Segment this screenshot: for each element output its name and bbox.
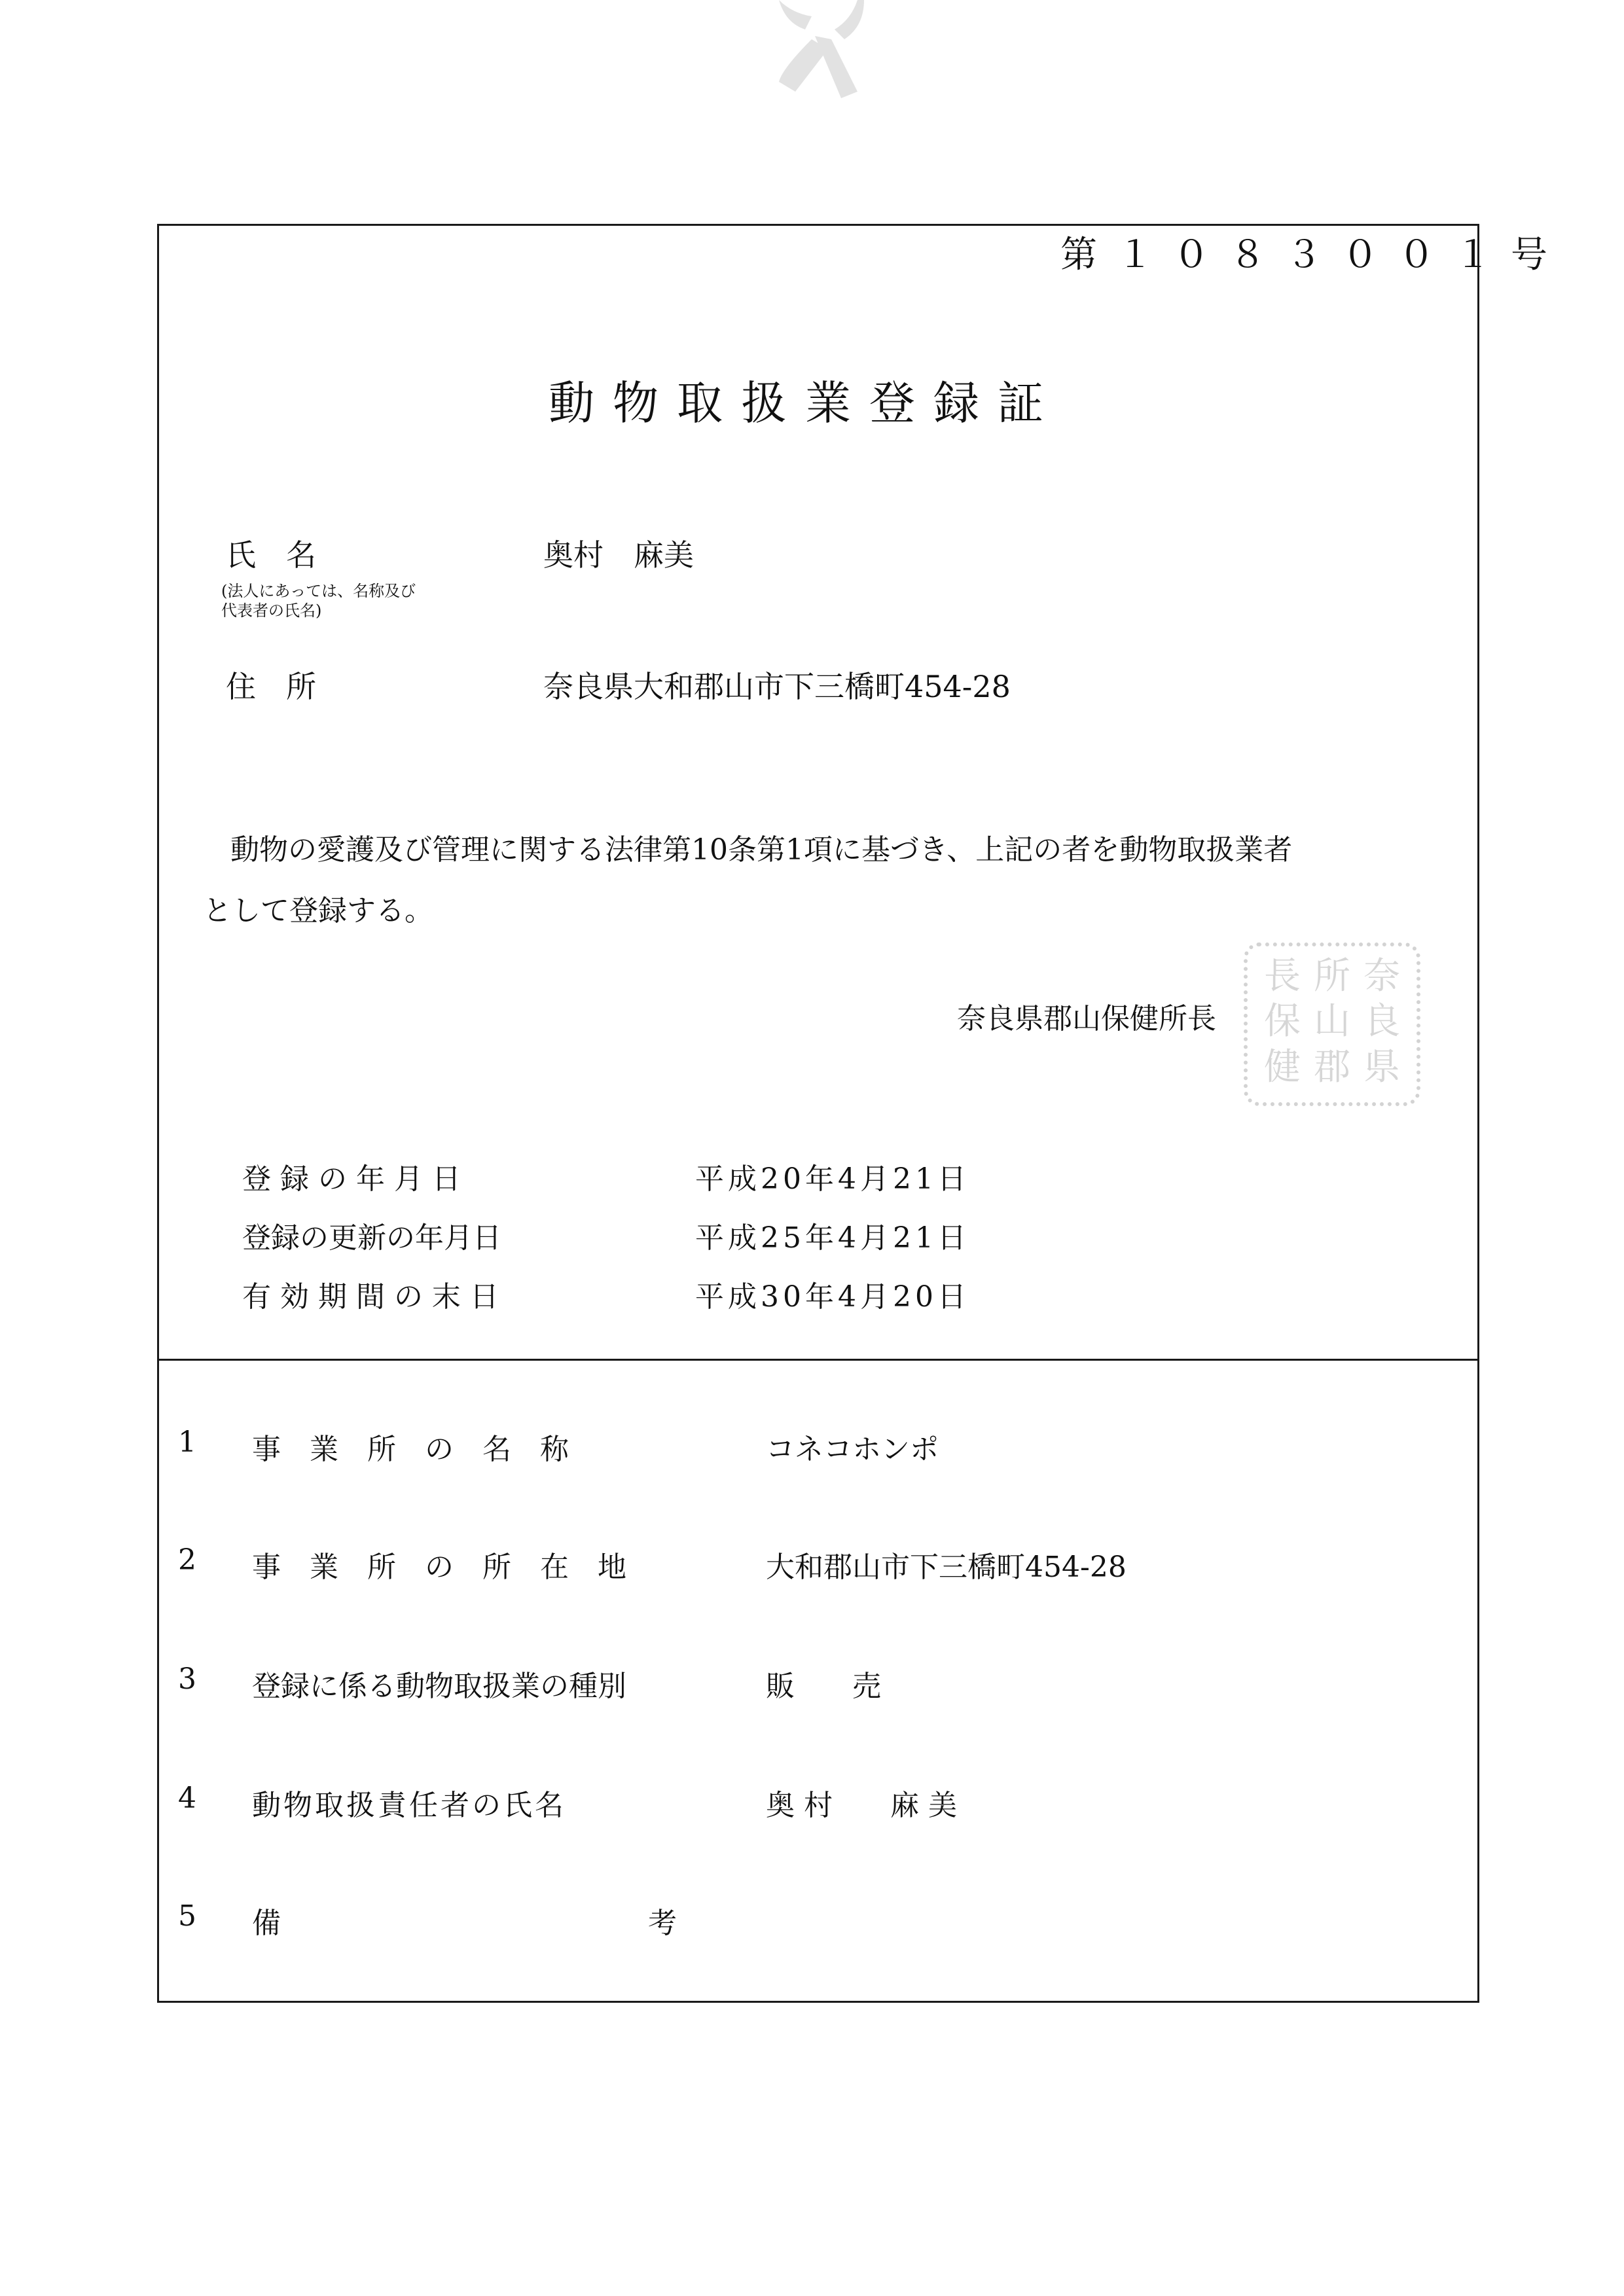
item-label-business-type: 登録に係る動物取扱業の種別 <box>252 1670 626 1703</box>
seal-char: 所 <box>1314 955 1350 997</box>
item-value-business-type: 販 売 <box>766 1670 881 1703</box>
official-seal <box>1244 942 1420 1106</box>
holder-address: 奈良県大和郡山市下三橋町454-28 <box>543 669 1011 704</box>
document-title: 動物取扱業登録証 <box>549 376 1062 430</box>
seal-char: 奈 <box>1363 955 1400 997</box>
name-label: 氏 名 <box>226 537 316 573</box>
item-label-remarks-end: 考 <box>648 1907 677 1940</box>
item-label-manager-name: 動物取扱責任者の氏名 <box>252 1789 566 1822</box>
punch-mark-icon <box>766 0 877 98</box>
issuer: 奈良県郡山保健所長 <box>957 1002 1216 1035</box>
address-label: 住 所 <box>226 669 316 704</box>
item-label-business-location: 事 業 所 の 所 在 地 <box>252 1551 626 1584</box>
seal-char: 県 <box>1363 1045 1400 1088</box>
date-value-renewal: 平成25年4月21日 <box>695 1221 970 1255</box>
seal-char: 郡 <box>1314 1045 1350 1088</box>
statement-line-1: 動物の愛護及び管理に関する法律第10条第1項に基づき、上記の者を動物取扱業者 <box>230 833 1293 867</box>
holder-name: 奥村 麻美 <box>543 537 694 573</box>
seal-char: 長 <box>1264 955 1301 997</box>
item-value-business-name: コネコホンポ <box>766 1433 939 1466</box>
item-label-business-name: 事 業 所 の 名 称 <box>252 1433 569 1466</box>
seal-char: 健 <box>1264 1045 1301 1088</box>
item-value-business-location: 大和郡山市下三橋町454-28 <box>766 1551 1127 1584</box>
item-number: 2 <box>178 1543 196 1577</box>
date-label-registration: 登 録 の 年 月 日 <box>242 1162 461 1196</box>
item-number: 4 <box>178 1782 196 1815</box>
certificate-frame <box>157 224 1479 2003</box>
section-divider <box>157 1359 1479 1361</box>
seal-char: 保 <box>1264 1000 1301 1043</box>
item-number: 3 <box>178 1662 196 1696</box>
registration-number: 第１０８３００１号 <box>1060 234 1567 276</box>
item-number: 1 <box>178 1426 196 1459</box>
statement-line-2: として登録する。 <box>203 894 433 927</box>
seal-char: 良 <box>1363 1000 1400 1043</box>
date-label-renewal: 登録の更新の年月日 <box>242 1221 501 1255</box>
seal-char: 山 <box>1314 1000 1350 1043</box>
item-value-manager-name: 奥 村 麻 美 <box>766 1789 957 1822</box>
item-label-remarks-start: 備 <box>252 1907 281 1940</box>
date-label-expiry: 有 効 期 間 の 末 日 <box>242 1280 499 1314</box>
date-value-expiry: 平成30年4月20日 <box>695 1280 970 1314</box>
date-value-registration: 平成20年4月21日 <box>695 1162 970 1196</box>
item-number: 5 <box>178 1899 196 1933</box>
name-note: (法人にあっては、名称及び代表者の氏名) <box>221 582 416 620</box>
